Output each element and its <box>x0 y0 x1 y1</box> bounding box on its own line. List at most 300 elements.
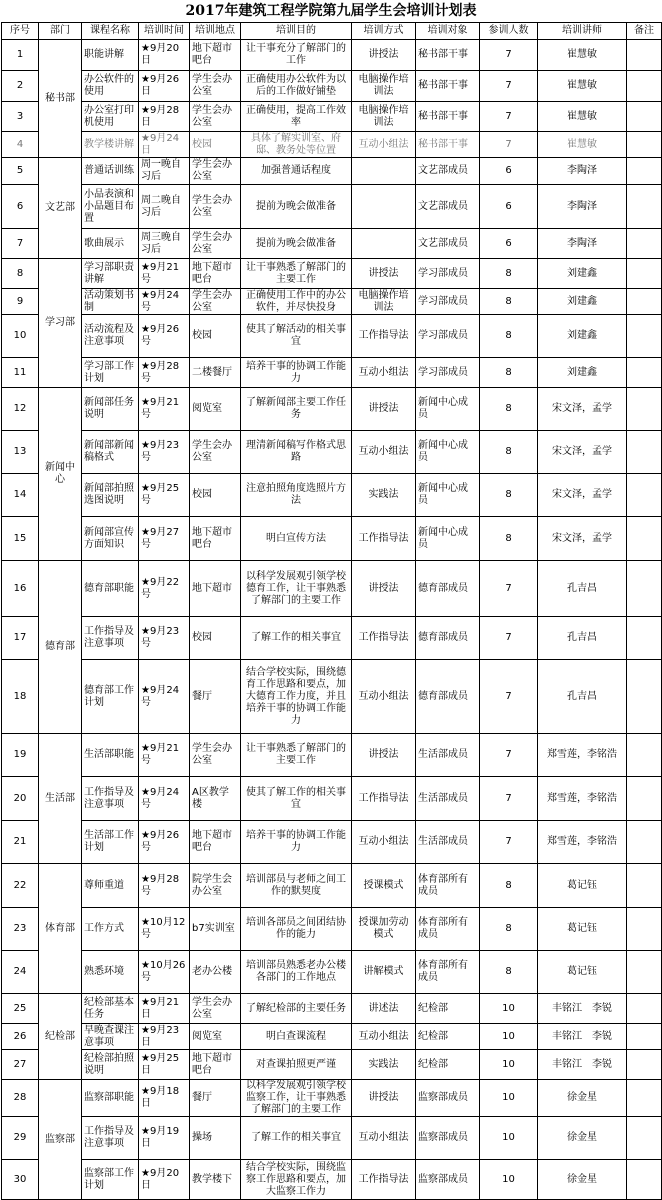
training-purpose-cell: 理清新闻稿写作格式思路 <box>241 431 352 474</box>
training-place-cell: 学生会办公室 <box>190 431 241 474</box>
training-method-cell: 讲授法 <box>352 734 416 777</box>
training-target-cell: 新闻中心成员 <box>416 517 480 561</box>
remark-cell <box>627 71 662 102</box>
training-time-cell: ★9月18日 <box>139 1080 190 1117</box>
row-no-cell: 23 <box>2 908 39 951</box>
row-no-cell: 14 <box>2 474 39 517</box>
remark-cell <box>627 289 662 315</box>
table-row <box>2 1080 662 1117</box>
training-method-cell: 讲解模式 <box>352 951 416 994</box>
training-target-cell: 监察部成员 <box>416 1080 480 1117</box>
remark-cell <box>627 132 662 158</box>
remark-cell <box>627 259 662 289</box>
training-method-cell: 实践法 <box>352 1050 416 1080</box>
trainer-cell: 孔吉昌 <box>538 660 627 734</box>
training-target-cell: 秘书部干事 <box>416 71 480 102</box>
training-method-cell: 工作指导法 <box>352 315 416 358</box>
training-time-cell: ★9月24日 <box>139 132 190 158</box>
trainer-cell: 刘建鑫 <box>538 259 627 289</box>
training-purpose-cell: 注意拍照角度选照片方法 <box>241 474 352 517</box>
table-row <box>2 951 662 994</box>
course-name-cell: 活动流程及注意事项 <box>82 315 139 358</box>
training-target-cell: 文艺部成员 <box>416 229 480 259</box>
training-purpose-cell: 使其了解活动的相关事宜 <box>241 315 352 358</box>
training-purpose-cell: 培训部员熟悉老办公楼各部门的工作地点 <box>241 951 352 994</box>
row-no-cell: 6 <box>2 185 39 229</box>
training-place-cell: b7实训室 <box>190 908 241 951</box>
training-target-cell: 监察部成员 <box>416 1117 480 1160</box>
training-place-cell: A区教学楼 <box>190 777 241 821</box>
header-dept: 部门 <box>39 23 82 40</box>
row-no-cell: 11 <box>2 358 39 388</box>
remark-cell <box>627 994 662 1024</box>
trainer-cell: 郑雪莲，李铭浩 <box>538 777 627 821</box>
participant-count-cell: 7 <box>480 617 538 660</box>
training-place-cell: 校园 <box>190 617 241 660</box>
participant-count-cell: 6 <box>480 229 538 259</box>
training-method-cell: 互动小组法 <box>352 132 416 158</box>
row-no-cell: 25 <box>2 994 39 1024</box>
row-no-cell: 30 <box>2 1160 39 1200</box>
course-name-cell: 新闻部新闻稿格式 <box>82 431 139 474</box>
table-row <box>2 102 662 132</box>
trainer-cell: 李陶泽 <box>538 185 627 229</box>
training-time-cell: ★9月25日 <box>139 1050 190 1080</box>
header-course: 课程名称 <box>82 23 139 40</box>
training-place-cell: 阅览室 <box>190 388 241 431</box>
course-name-cell: 新闻部任务说明 <box>82 388 139 431</box>
trainer-cell: 丰铭江 李锐 <box>538 994 627 1024</box>
training-method-cell: 实践法 <box>352 474 416 517</box>
row-no-cell: 7 <box>2 229 39 259</box>
training-target-cell: 德育部成员 <box>416 660 480 734</box>
trainer-cell: 刘建鑫 <box>538 289 627 315</box>
training-place-cell: 餐厅 <box>190 1080 241 1117</box>
table-row <box>2 158 662 185</box>
training-target-cell: 新闻中心成员 <box>416 431 480 474</box>
training-method-cell: 讲授法 <box>352 259 416 289</box>
training-target-cell: 纪检部 <box>416 1050 480 1080</box>
training-method-cell: 互动小组法 <box>352 358 416 388</box>
training-place-cell: 校园 <box>190 132 241 158</box>
remark-cell <box>627 660 662 734</box>
row-no-cell: 12 <box>2 388 39 431</box>
participant-count-cell: 7 <box>480 561 538 617</box>
remark-cell <box>627 734 662 777</box>
course-name-cell: 生活部工作计划 <box>82 821 139 864</box>
training-place-cell: 学生会办公室 <box>190 102 241 132</box>
training-purpose-cell: 让干事熟悉了解部门的主要工作 <box>241 734 352 777</box>
training-time-cell: ★9月21号 <box>139 734 190 777</box>
participant-count-cell: 8 <box>480 289 538 315</box>
training-time-cell: ★9月19日 <box>139 1117 190 1160</box>
training-target-cell: 体育部所有成员 <box>416 951 480 994</box>
course-name-cell: 工作指导及注意事项 <box>82 1117 139 1160</box>
course-name-cell: 新闻部宣传方面知识 <box>82 517 139 561</box>
training-time-cell: ★9月25号 <box>139 474 190 517</box>
training-time-cell: ★9月24号 <box>139 289 190 315</box>
training-time-cell: ★9月22号 <box>139 561 190 617</box>
training-purpose-cell: 正确使用办公软件为以后的工作做好铺垫 <box>241 71 352 102</box>
row-no-cell: 3 <box>2 102 39 132</box>
row-no-cell: 28 <box>2 1080 39 1117</box>
training-method-cell: 讲授法 <box>352 561 416 617</box>
trainer-cell: 李陶泽 <box>538 158 627 185</box>
training-purpose-cell: 培养干事的协调工作能力 <box>241 358 352 388</box>
training-method-cell: 授课加劳动模式 <box>352 908 416 951</box>
course-name-cell: 小品表演和小品题目布置 <box>82 185 139 229</box>
training-method-cell: 互动小组法 <box>352 1117 416 1160</box>
trainer-cell: 郑雪莲，李铭浩 <box>538 734 627 777</box>
training-place-cell: 二楼餐厅 <box>190 358 241 388</box>
remark-cell <box>627 1050 662 1080</box>
participant-count-cell: 8 <box>480 951 538 994</box>
table-row <box>2 777 662 821</box>
dept-cell: 体育部 <box>39 864 82 994</box>
dept-cell: 学习部 <box>39 259 82 388</box>
trainer-cell: 宋文泽，孟学 <box>538 431 627 474</box>
training-time-cell: ★9月21号 <box>139 388 190 431</box>
participant-count-cell: 8 <box>480 259 538 289</box>
training-place-cell: 餐厅 <box>190 660 241 734</box>
remark-cell <box>627 517 662 561</box>
header-method: 培训方式 <box>352 23 416 40</box>
trainer-cell: 葛记钰 <box>538 908 627 951</box>
participant-count-cell: 10 <box>480 1050 538 1080</box>
participant-count-cell: 10 <box>480 1024 538 1050</box>
row-no-cell: 27 <box>2 1050 39 1080</box>
training-method-cell: 讲授法 <box>352 1080 416 1117</box>
table-row <box>2 821 662 864</box>
training-time-cell: ★9月20日 <box>139 40 190 71</box>
training-target-cell: 秘书部干事 <box>416 132 480 158</box>
table-row <box>2 1024 662 1050</box>
course-name-cell: 监察部工作计划 <box>82 1160 139 1200</box>
participant-count-cell: 7 <box>480 71 538 102</box>
course-name-cell: 早晚查课注意事项 <box>82 1024 139 1050</box>
training-place-cell: 校园 <box>190 315 241 358</box>
training-time-cell: ★10月26号 <box>139 951 190 994</box>
training-time-cell: ★9月27号 <box>139 517 190 561</box>
training-place-cell: 校园 <box>190 474 241 517</box>
training-place-cell: 学生会办公室 <box>190 229 241 259</box>
header-no: 序号 <box>2 23 39 40</box>
remark-cell <box>627 1024 662 1050</box>
training-method-cell: 讲授法 <box>352 40 416 71</box>
course-name-cell: 办公软件的使用 <box>82 71 139 102</box>
table-row <box>2 1117 662 1160</box>
trainer-cell: 葛记钰 <box>538 951 627 994</box>
table-row <box>2 908 662 951</box>
trainer-cell: 崔慧敏 <box>538 132 627 158</box>
remark-cell <box>627 777 662 821</box>
table-row <box>2 229 662 259</box>
training-time-cell: ★9月24号 <box>139 777 190 821</box>
header-note: 备注 <box>627 23 662 40</box>
remark-cell <box>627 315 662 358</box>
trainer-cell: 丰铭江 李锐 <box>538 1050 627 1080</box>
table-row <box>2 259 662 289</box>
training-purpose-cell: 了解新闻部主要工作任务 <box>241 388 352 431</box>
row-no-cell: 21 <box>2 821 39 864</box>
training-method-cell: 工作指导法 <box>352 1160 416 1200</box>
course-name-cell: 德育部工作计划 <box>82 660 139 734</box>
training-purpose-cell: 明白查课流程 <box>241 1024 352 1050</box>
course-name-cell: 教学楼讲解 <box>82 132 139 158</box>
header-count: 参训人数 <box>480 23 538 40</box>
course-name-cell: 学习部工作计划 <box>82 358 139 388</box>
row-no-cell: 19 <box>2 734 39 777</box>
row-no-cell: 20 <box>2 777 39 821</box>
training-time-cell: ★9月21日 <box>139 994 190 1024</box>
trainer-cell: 崔慧敏 <box>538 71 627 102</box>
header-target: 培训对象 <box>416 23 480 40</box>
participant-count-cell: 10 <box>480 1117 538 1160</box>
training-target-cell: 德育部成员 <box>416 561 480 617</box>
participant-count-cell: 8 <box>480 431 538 474</box>
training-time-cell: ★9月23号 <box>139 431 190 474</box>
participant-count-cell: 7 <box>480 40 538 71</box>
training-time-cell: 周三晚自习后 <box>139 229 190 259</box>
course-name-cell: 纪检部拍照说明 <box>82 1050 139 1080</box>
participant-count-cell: 7 <box>480 777 538 821</box>
remark-cell <box>627 474 662 517</box>
participant-count-cell: 7 <box>480 132 538 158</box>
training-purpose-cell: 培养干事的协调工作能力 <box>241 821 352 864</box>
trainer-cell: 李陶泽 <box>538 229 627 259</box>
trainer-cell: 徐金星 <box>538 1080 627 1117</box>
participant-count-cell: 6 <box>480 185 538 229</box>
remark-cell <box>627 617 662 660</box>
course-name-cell: 生活部职能 <box>82 734 139 777</box>
table-row <box>2 734 662 777</box>
training-place-cell: 教学楼下 <box>190 1160 241 1200</box>
training-place-cell: 地下超市吧台 <box>190 40 241 71</box>
course-name-cell: 尊师重道 <box>82 864 139 908</box>
table-row <box>2 1050 662 1080</box>
training-purpose-cell: 培训各部员之间团结协作的能力 <box>241 908 352 951</box>
table-row <box>2 517 662 561</box>
trainer-cell: 孔吉昌 <box>538 561 627 617</box>
table-row <box>2 40 662 71</box>
row-no-cell: 16 <box>2 561 39 617</box>
remark-cell <box>627 1080 662 1117</box>
training-purpose-cell: 提前为晚会做准备 <box>241 229 352 259</box>
training-time-cell: ★9月28日 <box>139 102 190 132</box>
row-no-cell: 5 <box>2 158 39 185</box>
remark-cell <box>627 821 662 864</box>
row-no-cell: 15 <box>2 517 39 561</box>
remark-cell <box>627 1117 662 1160</box>
remark-cell <box>627 864 662 908</box>
training-time-cell: ★10月12号 <box>139 908 190 951</box>
table-row <box>2 474 662 517</box>
trainer-cell: 崔慧敏 <box>538 40 627 71</box>
table-row <box>2 617 662 660</box>
training-time-cell: ★9月23号 <box>139 617 190 660</box>
dept-cell: 文艺部 <box>39 158 82 259</box>
training-place-cell: 操场 <box>190 1117 241 1160</box>
training-method-cell <box>352 229 416 259</box>
training-place-cell: 阅览室 <box>190 1024 241 1050</box>
participant-count-cell: 10 <box>480 1080 538 1117</box>
row-no-cell: 22 <box>2 864 39 908</box>
participant-count-cell: 8 <box>480 864 538 908</box>
course-name-cell: 歌曲展示 <box>82 229 139 259</box>
table-row <box>2 431 662 474</box>
course-name-cell: 活动策划书制 <box>82 289 139 315</box>
training-method-cell: 工作指导法 <box>352 777 416 821</box>
table-row <box>2 388 662 431</box>
trainer-cell: 徐金星 <box>538 1117 627 1160</box>
training-target-cell: 纪检部 <box>416 1024 480 1050</box>
training-target-cell: 纪检部 <box>416 994 480 1024</box>
course-name-cell: 新闻部拍照选图说明 <box>82 474 139 517</box>
remark-cell <box>627 951 662 994</box>
table-row <box>2 994 662 1024</box>
trainer-cell: 刘建鑫 <box>538 315 627 358</box>
remark-cell <box>627 908 662 951</box>
course-name-cell: 工作方式 <box>82 908 139 951</box>
training-plan-table <box>1 22 662 1200</box>
training-method-cell: 工作指导法 <box>352 517 416 561</box>
training-target-cell: 学习部成员 <box>416 315 480 358</box>
training-place-cell: 地下超市吧台 <box>190 821 241 864</box>
training-method-cell <box>352 158 416 185</box>
training-target-cell: 新闻中心成员 <box>416 474 480 517</box>
remark-cell <box>627 185 662 229</box>
training-target-cell: 文艺部成员 <box>416 185 480 229</box>
header-teacher: 培训讲师 <box>538 23 627 40</box>
table-row <box>2 289 662 315</box>
trainer-cell: 郑雪莲，李铭浩 <box>538 821 627 864</box>
row-no-cell: 13 <box>2 431 39 474</box>
training-method-cell: 电脑操作培训法 <box>352 102 416 132</box>
training-target-cell: 学习部成员 <box>416 259 480 289</box>
training-place-cell: 院学生会办公室 <box>190 864 241 908</box>
training-purpose-cell: 了解工作的相关事宜 <box>241 1117 352 1160</box>
header-purpose: 培训目的 <box>241 23 352 40</box>
training-place-cell: 学生会办公室 <box>190 994 241 1024</box>
training-purpose-cell: 让干事充分了解部门的工作 <box>241 40 352 71</box>
training-time-cell: ★9月26号 <box>139 821 190 864</box>
table-row <box>2 1160 662 1200</box>
remark-cell <box>627 102 662 132</box>
dept-cell: 生活部 <box>39 734 82 864</box>
table-row <box>2 561 662 617</box>
remark-cell <box>627 229 662 259</box>
header-time: 培训时间 <box>139 23 190 40</box>
training-place-cell: 地下超市吧台 <box>190 259 241 289</box>
participant-count-cell: 7 <box>480 821 538 864</box>
training-target-cell: 学习部成员 <box>416 289 480 315</box>
table-row <box>2 71 662 102</box>
trainer-cell: 宋文泽，孟学 <box>538 388 627 431</box>
training-target-cell: 监察部成员 <box>416 1160 480 1200</box>
participant-count-cell: 8 <box>480 517 538 561</box>
training-time-cell: ★9月23日 <box>139 1024 190 1050</box>
training-place-cell: 地下超市吧台 <box>190 1050 241 1080</box>
training-time-cell: ★9月20日 <box>139 1160 190 1200</box>
training-purpose-cell: 了解纪检部的主要任务 <box>241 994 352 1024</box>
training-method-cell <box>352 185 416 229</box>
training-time-cell: 周一晚自习后 <box>139 158 190 185</box>
training-purpose-cell: 明白宣传方法 <box>241 517 352 561</box>
training-method-cell: 电脑操作培训法 <box>352 71 416 102</box>
training-time-cell: ★9月26号 <box>139 315 190 358</box>
course-name-cell: 职能讲解 <box>82 40 139 71</box>
training-purpose-cell: 结合学校实际，围绕德育工作思路和要点，加大德育工作力度，并且培养干事的协调工作能力 <box>241 660 352 734</box>
header-place: 培训地点 <box>190 23 241 40</box>
training-purpose-cell: 对查课拍照更严谨 <box>241 1050 352 1080</box>
training-place-cell: 老办公楼 <box>190 951 241 994</box>
training-target-cell: 新闻中心成员 <box>416 388 480 431</box>
row-no-cell: 9 <box>2 289 39 315</box>
remark-cell <box>627 158 662 185</box>
remark-cell <box>627 561 662 617</box>
row-no-cell: 1 <box>2 40 39 71</box>
trainer-cell: 刘建鑫 <box>538 358 627 388</box>
trainer-cell: 宋文泽，孟学 <box>538 474 627 517</box>
remark-cell <box>627 388 662 431</box>
training-method-cell: 授课模式 <box>352 864 416 908</box>
row-no-cell: 4 <box>2 132 39 158</box>
participant-count-cell: 10 <box>480 994 538 1024</box>
dept-cell: 纪检部 <box>39 994 82 1080</box>
training-method-cell: 互动小组法 <box>352 821 416 864</box>
training-place-cell: 地下超市 <box>190 561 241 617</box>
course-name-cell: 工作指导及注意事项 <box>82 617 139 660</box>
training-place-cell: 学生会办公室 <box>190 158 241 185</box>
row-no-cell: 17 <box>2 617 39 660</box>
participant-count-cell: 10 <box>480 1160 538 1200</box>
training-target-cell: 体育部所有成员 <box>416 864 480 908</box>
training-time-cell: 周二晚自习后 <box>139 185 190 229</box>
table-body <box>2 40 662 1200</box>
training-purpose-cell: 使其了解工作的相关事宜 <box>241 777 352 821</box>
training-method-cell: 电脑操作培训法 <box>352 289 416 315</box>
header-row <box>2 23 662 40</box>
trainer-cell: 丰铭江 李锐 <box>538 1024 627 1050</box>
row-no-cell: 2 <box>2 71 39 102</box>
participant-count-cell: 8 <box>480 474 538 517</box>
training-method-cell: 互动小组法 <box>352 1024 416 1050</box>
table-row <box>2 315 662 358</box>
training-method-cell: 互动小组法 <box>352 660 416 734</box>
remark-cell <box>627 1160 662 1200</box>
training-target-cell: 文艺部成员 <box>416 158 480 185</box>
training-target-cell: 德育部成员 <box>416 617 480 660</box>
training-target-cell: 体育部所有成员 <box>416 908 480 951</box>
remark-cell <box>627 431 662 474</box>
training-target-cell: 生活部成员 <box>416 734 480 777</box>
training-method-cell: 讲述法 <box>352 994 416 1024</box>
training-target-cell: 学习部成员 <box>416 358 480 388</box>
training-purpose-cell: 以科学发展观引领学校监察工作，让干事熟悉了解部门的主要工作 <box>241 1080 352 1117</box>
training-time-cell: ★9月24号 <box>139 660 190 734</box>
trainer-cell: 宋文泽，孟学 <box>538 517 627 561</box>
training-purpose-cell: 具体了解实训室、府邸、教务处等位置 <box>241 132 352 158</box>
participant-count-cell: 8 <box>480 388 538 431</box>
row-no-cell: 26 <box>2 1024 39 1050</box>
participant-count-cell: 7 <box>480 734 538 777</box>
training-target-cell: 秘书部干事 <box>416 102 480 132</box>
row-no-cell: 18 <box>2 660 39 734</box>
training-purpose-cell: 提前为晚会做准备 <box>241 185 352 229</box>
training-time-cell: ★9月21号 <box>139 259 190 289</box>
table-row <box>2 132 662 158</box>
dept-cell: 德育部 <box>39 561 82 734</box>
